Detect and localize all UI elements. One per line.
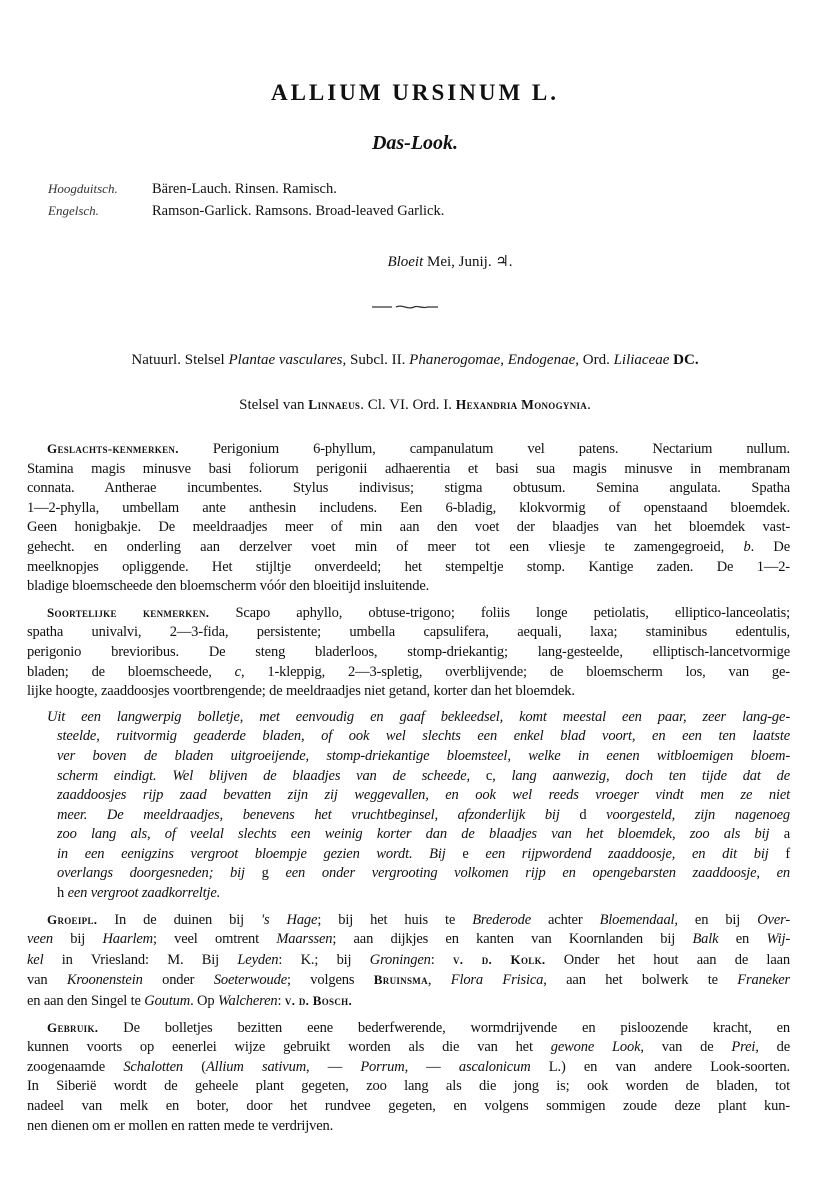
italic-text: Liliaceae	[613, 352, 670, 368]
small-caps-text: Geslachts-kenmerken.	[47, 441, 179, 456]
text-line	[27, 970, 790, 991]
paragraph-gebruik	[27, 1018, 790, 1137]
text-run: spatha univalvi, 2—3-fida, persistente; umbella capsulifera, aequali, laxa; staminibus edentulis,	[27, 624, 790, 641]
text-run: , en bij	[674, 911, 758, 928]
text-run: .	[587, 397, 591, 413]
text-line	[57, 786, 790, 806]
language-label: Hoogduitsch.	[48, 181, 118, 196]
text-line	[57, 825, 790, 845]
italic-text: ascalonicum	[458, 1058, 531, 1075]
text-run: ; veel omtrent	[152, 931, 277, 948]
small-caps-text: Soortelijke kenmerken.	[47, 604, 210, 620]
text-line	[27, 479, 790, 499]
text-run: bij	[52, 931, 103, 948]
text-run: ; aan dijkjes en kanten van Koornlanden bij	[332, 931, 693, 948]
text-run: bladen; de bloemscheede,	[27, 663, 235, 680]
italic-text: Brederode	[472, 911, 531, 928]
text-run: h	[57, 885, 65, 902]
text-run: In Siberië wordt de geheele plant gegeten, zoo lang als die jong is; ook worden de bladen, tot	[27, 1078, 790, 1095]
italic-text: Groningen	[369, 951, 431, 968]
flowering-label: Bloeit	[387, 254, 424, 270]
text-run: , de	[755, 1039, 790, 1056]
text-line	[27, 682, 790, 702]
italic-text: Wij-	[766, 931, 791, 948]
text-run: en aan den Singel te	[27, 993, 145, 1010]
text-run: , aan het bolwerk te	[543, 972, 738, 989]
linnaeus-system-line	[0, 397, 830, 414]
small-caps-text: v. d. Bosch.	[284, 993, 353, 1009]
text-run: a	[783, 826, 790, 843]
text-line	[27, 499, 790, 519]
italic-text: Porrum	[360, 1058, 405, 1075]
italic-text: Allium sativum	[205, 1058, 307, 1075]
page-title: ALLIUM URSINUM L.	[270, 80, 560, 105]
text-run: d	[579, 806, 587, 823]
text-run: . Cl. VI. Ord. I.	[360, 397, 456, 413]
text-line	[47, 708, 790, 728]
names-german	[48, 181, 337, 198]
italic-text: Over-	[757, 911, 790, 928]
italic-text: Balk	[692, 931, 719, 948]
italic-text: meer. De meeldraadjes, benevens het vruchtbeginsel, afzonderlijk bij	[57, 806, 580, 823]
text-line	[27, 558, 790, 578]
text-run: ,	[500, 352, 508, 368]
text-run: en	[718, 931, 767, 948]
text-run: lijke hoogte, zaaddoosjes voortbrengende; de meeldraadjes niet getand, korter dan het bloemdek.	[27, 683, 575, 700]
italic-text: zoo lang als, of veelal slechts een weinig korter dan de blaadjes van het bloemdek, zoo als bij	[57, 826, 784, 843]
text-line	[27, 577, 790, 597]
italic-text: gewone Look	[550, 1039, 641, 1056]
text-run: ; bij het huis te	[317, 911, 473, 928]
text-run: f	[785, 845, 790, 862]
italic-text: c	[234, 663, 241, 680]
text-run: connata. Antherae incumbentes. Stylus indivisus; stigma obtusum. Semina angulata. Spatha	[27, 480, 790, 497]
text-run: nen dienen om er mollen en ratten mede te verdrijven.	[27, 1117, 334, 1134]
small-caps-text: Gebruik.	[47, 1019, 99, 1035]
text-run: L.) en van andere Look-soorten.	[530, 1058, 791, 1075]
text-run: bladige bloemscheede den bloemscherm vóór den bloeitijd insluitende.	[27, 578, 430, 595]
italic-text: een rijpwordend zaaddoosje, en dit bij	[468, 845, 786, 862]
text-line	[57, 884, 790, 904]
italic-text: Schalotten	[123, 1058, 184, 1075]
text-line	[27, 1038, 790, 1058]
text-line	[27, 1018, 790, 1039]
text-run: gehecht. en onderling aan derzelver voet min of meer tot een vliesje te zamengegroeid,	[27, 538, 744, 555]
italic-text: Phanerogomae	[409, 352, 501, 368]
text-run: Stelsel van	[239, 397, 309, 413]
ornament-divider	[370, 304, 440, 310]
text-run: , Subcl. II.	[342, 352, 410, 368]
text-line	[27, 603, 790, 624]
text-line	[27, 643, 790, 663]
text-run: c	[485, 767, 493, 784]
italic-text: 's Hage	[261, 911, 318, 928]
text-run: 1—2-phylla, umbellam ante anthesin includens. Een 6-bladig, klokvormig of openstaand bloemdek.	[27, 499, 790, 516]
paragraph-geslachts-kenmerken	[27, 439, 790, 597]
text-run: Stamina magis minusve basi foliorum perigonii adhaerentia et basi sua magis minusve in membranam	[27, 460, 790, 477]
text-line	[27, 1077, 790, 1097]
text-run: ,	[427, 972, 451, 989]
italic-text: Prei	[731, 1039, 756, 1056]
text-run: Natuurl. Stelsel	[131, 352, 229, 368]
text-run: perigonio brevioribus. De steng bladerloos, stomp-driekantig; lang-gesteelde, elliptisch-lancetvormige	[27, 643, 790, 660]
text-run: in Vriesland: M. Bij	[43, 951, 238, 968]
text-run: , —	[306, 1058, 361, 1075]
italic-text: overlangs doorgesneden; bij	[57, 865, 262, 882]
italic-text: een vergroot zaadkorreltje.	[64, 885, 221, 902]
common-name: Das-Look.	[371, 132, 459, 154]
italic-text: Plantae vasculares	[228, 352, 343, 368]
text-run: Perigonium 6-phyllum, campanulatum vel patens. Nectarium nullum.	[178, 441, 790, 457]
text-line	[27, 950, 790, 971]
italic-text: steelde, ruitvormig geaderde bladen, of ook wel slechts een enkel blad voort, en een ten laatste	[57, 728, 790, 745]
italic-text: scherm eindigt. Wel blijven de blaadjes van de scheede,	[57, 767, 486, 784]
italic-text: ver boven de bladen uitgroeijende, stomp-driekantige bloemsteel, welke in eenen witbloemigen bloem-	[57, 747, 790, 764]
text-line	[27, 439, 790, 460]
text-run: Geen honigbakje. De meeldraadjes meer of min aan den voet der blaadjes van het bloemdek vast-	[27, 519, 790, 536]
text-line	[57, 864, 790, 884]
text-run: kunnen voorts op eenerlei wijze gebruikt worden als die van het	[27, 1039, 551, 1056]
text-run: zoogenaamde	[27, 1058, 124, 1075]
italic-text: Flora Frisica	[450, 972, 544, 989]
text-run: van	[27, 972, 67, 989]
text-run: , Ord.	[575, 352, 614, 368]
italic-text: kel	[27, 951, 44, 968]
text-run: g	[261, 865, 269, 882]
text-line	[57, 727, 790, 747]
text-run: e	[462, 845, 469, 862]
text-run: nadeel van melk en boter, door het rundvee gegeten, en volgens sommigen zoude deze plant kun-	[27, 1098, 790, 1114]
text-line	[27, 663, 790, 683]
text-line	[27, 518, 790, 538]
italic-text: Kroonenstein	[66, 972, 143, 989]
italic-text: , lang aanwezig, doch ten tijde dat de	[492, 767, 791, 784]
italic-text: Goutum	[144, 993, 191, 1010]
natural-system-line	[0, 352, 830, 369]
italic-text: zaaddoosjes rijp zaad bevatten zijn zij weggevallen, en ook wel reeds vroeger vindt men ze niet	[57, 787, 790, 804]
text-line	[57, 747, 790, 767]
italic-text: in een eenigzins vergroot bloempje gezien wordt. Bij	[57, 845, 463, 862]
text-line	[27, 910, 790, 931]
small-caps-text: v. d. Kolk.	[452, 951, 546, 967]
text-line	[27, 460, 790, 480]
italic-text: Walcheren	[217, 993, 278, 1010]
text-run: Onder het hout aan de laan	[545, 951, 790, 968]
italic-text: Uit een langwerpig bolletje, met eenvoudig en gaaf bekleedsel, komt meestal een paar, zeer lang-ge-	[47, 708, 790, 725]
text-line	[57, 767, 790, 787]
flowering-text: Mei, Junij. ♃.	[423, 254, 513, 270]
text-run: achter	[530, 911, 600, 928]
names-text: Bären-Lauch. Rinsen. Ramisch.	[152, 181, 337, 197]
text-line	[57, 845, 790, 865]
paragraph-description	[47, 708, 791, 904]
text-run: Scapo aphyllo, obtuse-trigono; foliis longe petiolatis, elliptico-lanceolatis;	[209, 604, 790, 621]
text-line	[27, 623, 790, 643]
small-caps-text: Hexandria Monogynia	[455, 397, 588, 412]
names-english	[48, 203, 444, 220]
text-run: , van de	[640, 1039, 732, 1056]
italic-text: veen	[27, 931, 53, 948]
text-run: meelknopjes opliggende. Het stijltje onverdeeld; het stempeltje stomp. Kantige zaden. De 1—2-	[27, 558, 790, 575]
text-run: (	[183, 1058, 206, 1075]
text-line	[27, 930, 790, 950]
paragraph-groeiplaats	[27, 910, 790, 1012]
italic-text: Leyden	[237, 951, 279, 968]
text-run: . De	[750, 538, 790, 555]
text-run: :	[430, 951, 453, 968]
text-run: ; volgens	[287, 972, 374, 989]
italic-text: Haarlem	[102, 931, 153, 948]
text-run: DC.	[669, 352, 699, 368]
small-caps-text: Groeipl.	[47, 911, 98, 927]
italic-text: Endogenae	[507, 352, 576, 368]
paragraph-soortelijke-kenmerken	[27, 603, 790, 702]
text-line	[27, 538, 790, 558]
italic-text: Maarssen	[276, 931, 333, 948]
text-line	[27, 1117, 790, 1137]
body-text	[27, 439, 790, 1162]
text-line	[27, 1058, 790, 1078]
text-line	[27, 1097, 790, 1117]
text-run: . Op	[190, 993, 218, 1010]
text-line	[57, 806, 790, 826]
italic-text: Bloemendaal	[599, 911, 675, 928]
italic-text: Franeker	[737, 972, 791, 989]
text-run: In de duinen bij	[97, 911, 262, 928]
text-run: :	[277, 993, 285, 1010]
small-caps-text: Bruinsma	[373, 972, 428, 988]
italic-text: een onder vergrooting volkomen rijp en opengebarsten zaaddoosje, en	[268, 865, 790, 882]
text-run: , —	[404, 1058, 459, 1075]
flowering-time	[0, 252, 830, 271]
text-run: : K.; bij	[278, 951, 370, 968]
language-label: Engelsch.	[48, 203, 99, 218]
italic-text: b	[743, 538, 751, 555]
text-line	[27, 991, 790, 1012]
text-run: De bolletjes bezitten eene bederfwerende, wormdrijvende en pisloozende kracht, en	[98, 1019, 790, 1036]
small-caps-text: Linnaeus	[308, 397, 361, 412]
text-run: onder	[142, 972, 214, 989]
text-run: , 1-kleppig, 2—3-spletig, overblijvende; de bloemscherm los, van ge-	[240, 663, 790, 680]
italic-text: voorgesteld, zijn nagenoeg	[586, 806, 790, 823]
italic-text: Soeterwoude	[213, 972, 288, 989]
names-text: Ramson-Garlick. Ramsons. Broad-leaved Garlick.	[152, 203, 445, 219]
